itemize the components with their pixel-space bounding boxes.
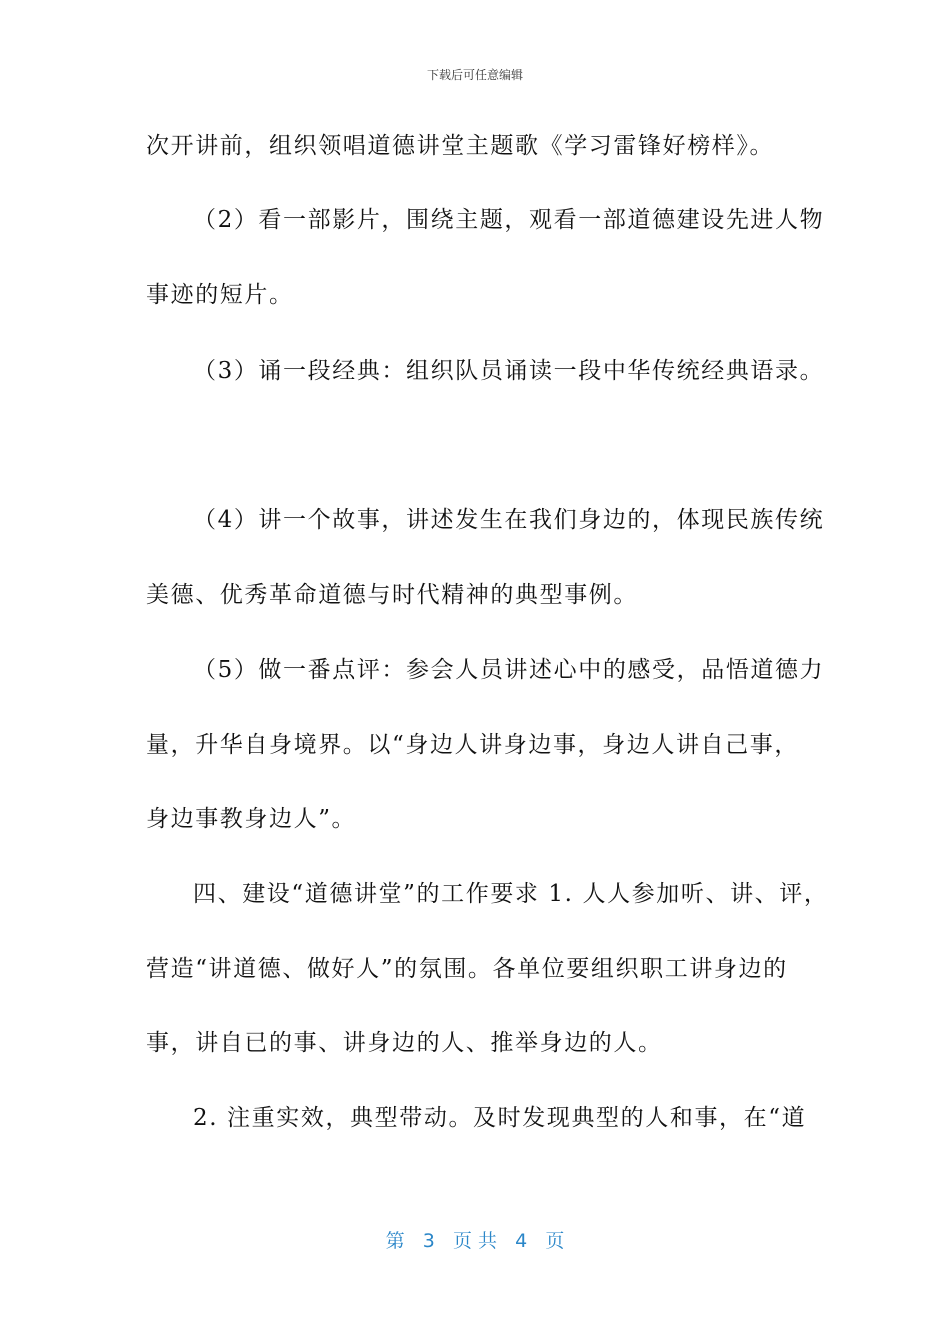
paragraph-line: （4）讲一个故事，讲述发生在我们身边的，体现民族传统	[193, 507, 825, 533]
footer-middle: 页 共	[452, 1230, 498, 1252]
paragraph-line: 事，讲自已的事、讲身边的人、推举身边的人。	[146, 1030, 663, 1056]
footer-prefix: 第	[385, 1230, 405, 1252]
paragraph-line: 事迹的短片。	[146, 282, 294, 308]
paragraph-line: （3）诵一段经典：组织队员诵读一段中华传统经典语录。	[193, 358, 825, 384]
paragraph-line: 2. 注重实效，典型带动。及时发现典型的人和事，在“道	[193, 1105, 807, 1131]
paragraph-line: （2）看一部影片，围绕主题，观看一部道德建设先进人物	[193, 207, 825, 233]
paragraph-line: 身边事教身边人”。	[146, 806, 357, 832]
page-header: 下载后可任意编辑	[426, 68, 523, 82]
paragraph-line: 量，升华自身境界。以“身边人讲身边事，身边人讲自己事，	[146, 732, 799, 758]
page-footer	[0, 1226, 950, 1253]
paragraph-line: （5）做一番点评：参会人员讲述心中的感受，品悟道德力	[193, 657, 825, 683]
paragraph-line: 四、建设“道德讲堂”的工作要求 1. 人人参加听、讲、评，	[193, 881, 829, 907]
paragraph-line: 营造“讲道德、做好人”的氛围。各单位要组织职工讲身边的	[146, 956, 788, 982]
paragraph-line: 次开讲前，组织领唱道德讲堂主题歌《学习雷锋好榜样》。	[146, 133, 775, 159]
current-page-number: 3	[422, 1230, 435, 1252]
total-pages-number: 4	[515, 1230, 528, 1252]
footer-suffix: 页	[545, 1230, 565, 1252]
paragraph-line: 美德、优秀革命道德与时代精神的典型事例。	[146, 582, 638, 608]
